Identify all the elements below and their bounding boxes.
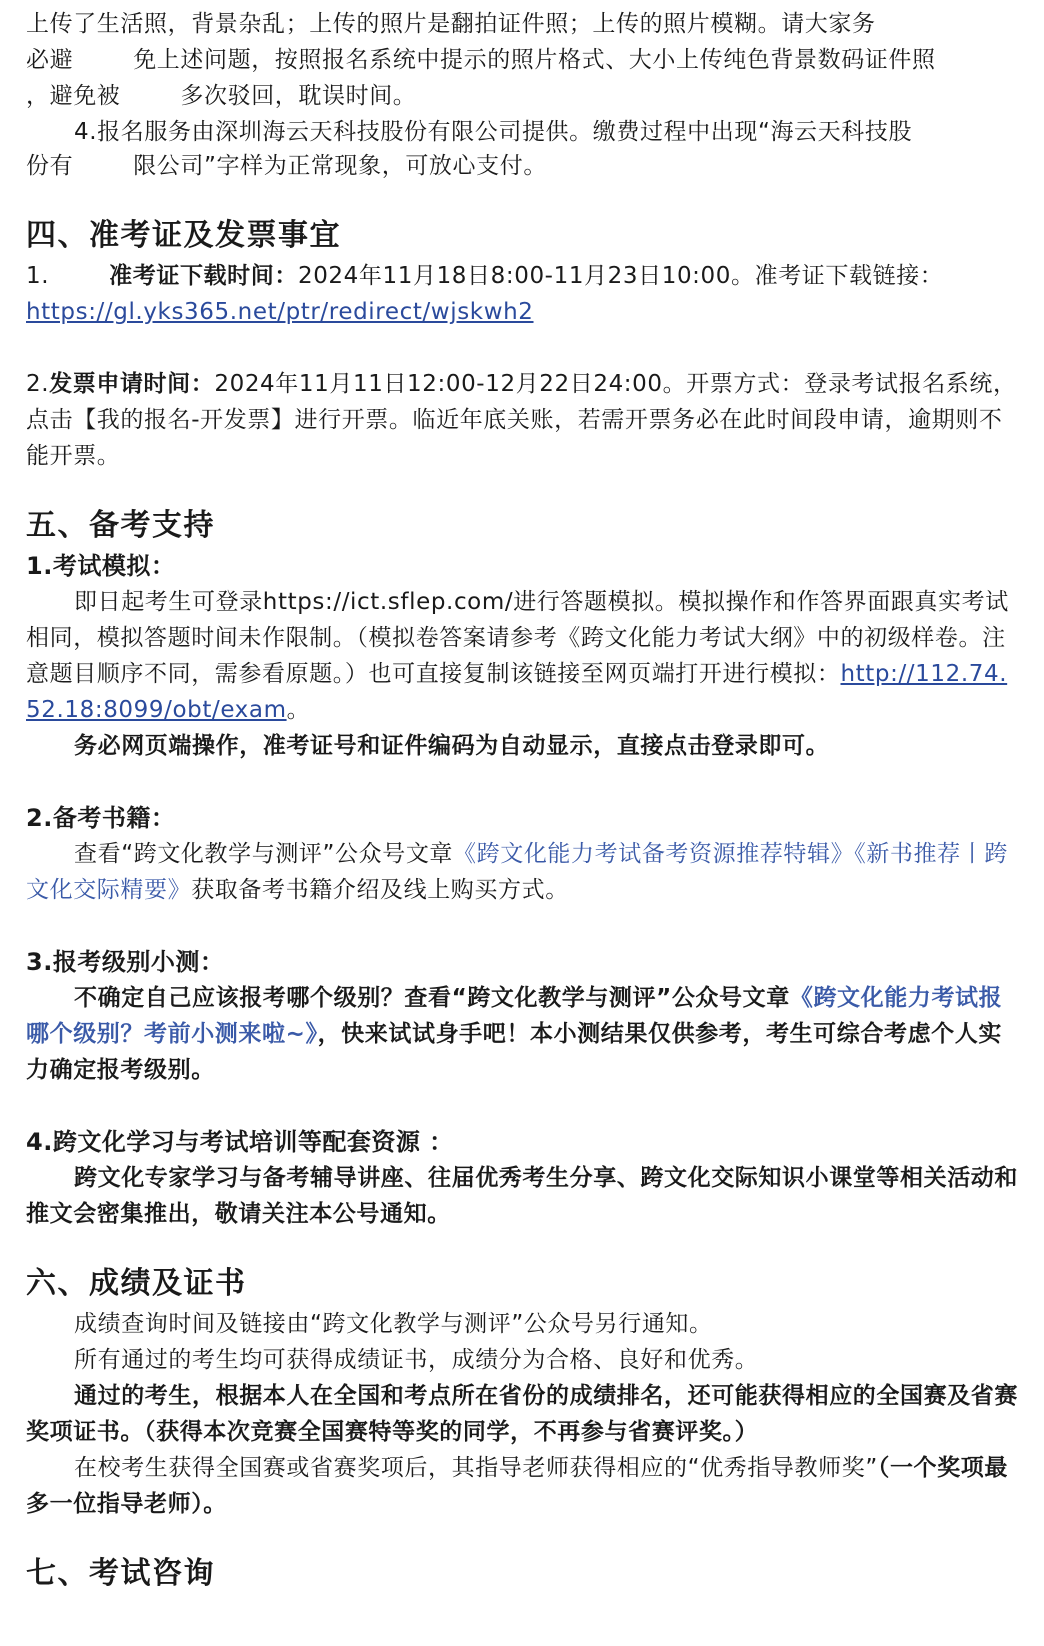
- books-article-link[interactable]: 《跨文化能力考试备考资源推荐特辑》《新书推荐丨跨文化交际精要》: [26, 841, 1008, 903]
- item-text: 2024年11月11日12:00-12月22日24:00。开票方式：登录考试报名系统，点击【我的报名-开发票】进行开票。临近年底关账，若需开票务必在此时间段申请，逾期则不能开票。: [26, 371, 1017, 469]
- mock-exam-paragraph: [26, 584, 1018, 728]
- text-line: 份有: [26, 153, 74, 179]
- mock-exam-bold-note: 务必网页端操作，准考证号和证件编码为自动显示，直接点击登录即可。: [74, 733, 830, 759]
- section-heading-4: 四、准考证及发票事宜: [26, 218, 341, 253]
- award-paragraph: 通过的考生，根据本人在全国和考点所在省份的成绩排名，还可能获得相应的全国赛及省赛奖项证书。（获得本次竞赛全国赛特等奖的同学，不再参与省赛评奖。）: [26, 1383, 1018, 1445]
- teacher-award-paragraph: [26, 1450, 1018, 1522]
- text-line: ，避免被: [26, 83, 121, 109]
- text-line: 上传了生活照，背景杂乱；上传的照片是翻拍证件照；上传的照片模糊。请大家务: [26, 11, 876, 37]
- mock-exam-link[interactable]: http://112.74.52.18:8099/obt/exam: [26, 661, 1008, 723]
- certificate-paragraph: 所有通过的考生均可获得成绩证书，成绩分为合格、良好和优秀。: [74, 1347, 759, 1373]
- item-label: 准考证下载时间：: [109, 263, 298, 289]
- paragraph-photo-note: [26, 6, 1018, 114]
- item-text: 不确定自己应该报考哪个级别？查看“跨文化教学与测评”公众号文章: [74, 985, 790, 1011]
- text-line: 多次驳回，耽误时间。: [180, 83, 417, 109]
- item-text: 查看“跨文化教学与测评”公众号文章: [74, 841, 454, 867]
- item-label: 发票申请时间：: [49, 371, 215, 397]
- section-heading-7: 七、考试咨询: [26, 1556, 215, 1591]
- paragraph-payment-note: [26, 114, 1018, 150]
- ticket-download-link[interactable]: https://gl.yks365.net/ptr/redirect/wjskwh2: [26, 299, 534, 325]
- subheading-level-test: 3.报考级别小测：: [26, 948, 225, 976]
- item-text: （一个奖项最多一位指导老师）。: [26, 1455, 1008, 1517]
- item-text: 即日起考生可登录https://ict.sflep.com/进行答题模拟。模拟操作和作答界面跟真实考试相同，模拟答题时间未作限制。（模拟卷答案请参考《跨文化能力考试大纲》中的初级样卷。注意题目顺序不同，需参看原题。）也可直接复制该链接至网页端打开进行模拟：: [26, 589, 1009, 687]
- item-text: ，快来试试身手吧！本小测结果仅供参考，考生可综合考虑个人实力确定报考级别。: [26, 1021, 1002, 1083]
- paragraph-payment-note-cont: [26, 148, 1018, 184]
- item-text: 2024年11月18日8:00-11月23日10:00。准考证下载链接：: [297, 263, 944, 289]
- item-text: 获取备考书籍介绍及线上购买方式。: [191, 877, 569, 903]
- text-line: 免上述问题，按照报名系统中提示的照片格式、大小上传纯色背景数码证件照: [133, 47, 936, 73]
- text-line: 4.报名服务由深圳海云天科技股份有限公司提供。缴费过程中出现“海云天科技股: [74, 119, 913, 145]
- ticket-download-item: [26, 258, 1018, 330]
- resources-paragraph: 跨文化专家学习与备考辅导讲座、往届优秀考生分享、跨文化交际知识小课堂等相关活动和推文会密集推出，敬请关注本公号通知。: [26, 1165, 1018, 1227]
- text-line: 必避: [26, 47, 74, 73]
- subheading-books: 2.备考书籍：: [26, 804, 176, 832]
- level-test-paragraph: [26, 980, 1018, 1088]
- item-number: 2.: [26, 371, 50, 397]
- document-body: [26, 6, 1018, 1596]
- punctuation: 。: [286, 697, 311, 723]
- subheading-resources: 4.跨文化学习与考试培训等配套资源 ：: [26, 1128, 454, 1156]
- text-line: 限公司”字样为正常现象，可放心支付。: [133, 153, 547, 179]
- section-heading-5: 五、备考支持: [26, 508, 215, 543]
- invoice-item: [26, 366, 1018, 474]
- item-text: 在校考生获得全国赛或省赛奖项后，其指导老师获得相应的“优秀指导教师奖”: [74, 1455, 878, 1481]
- score-query-paragraph: 成绩查询时间及链接由“跨文化教学与测评”公众号另行通知。: [74, 1311, 713, 1337]
- item-number: 1.: [26, 263, 50, 289]
- section-heading-6: 六、成绩及证书: [26, 1266, 247, 1301]
- subheading-mock-exam: 1.考试模拟：: [26, 552, 176, 580]
- level-test-article-link[interactable]: 《跨文化能力考试报哪个级别？考前小测来啦~》: [26, 985, 1003, 1047]
- books-paragraph: [26, 836, 1018, 908]
